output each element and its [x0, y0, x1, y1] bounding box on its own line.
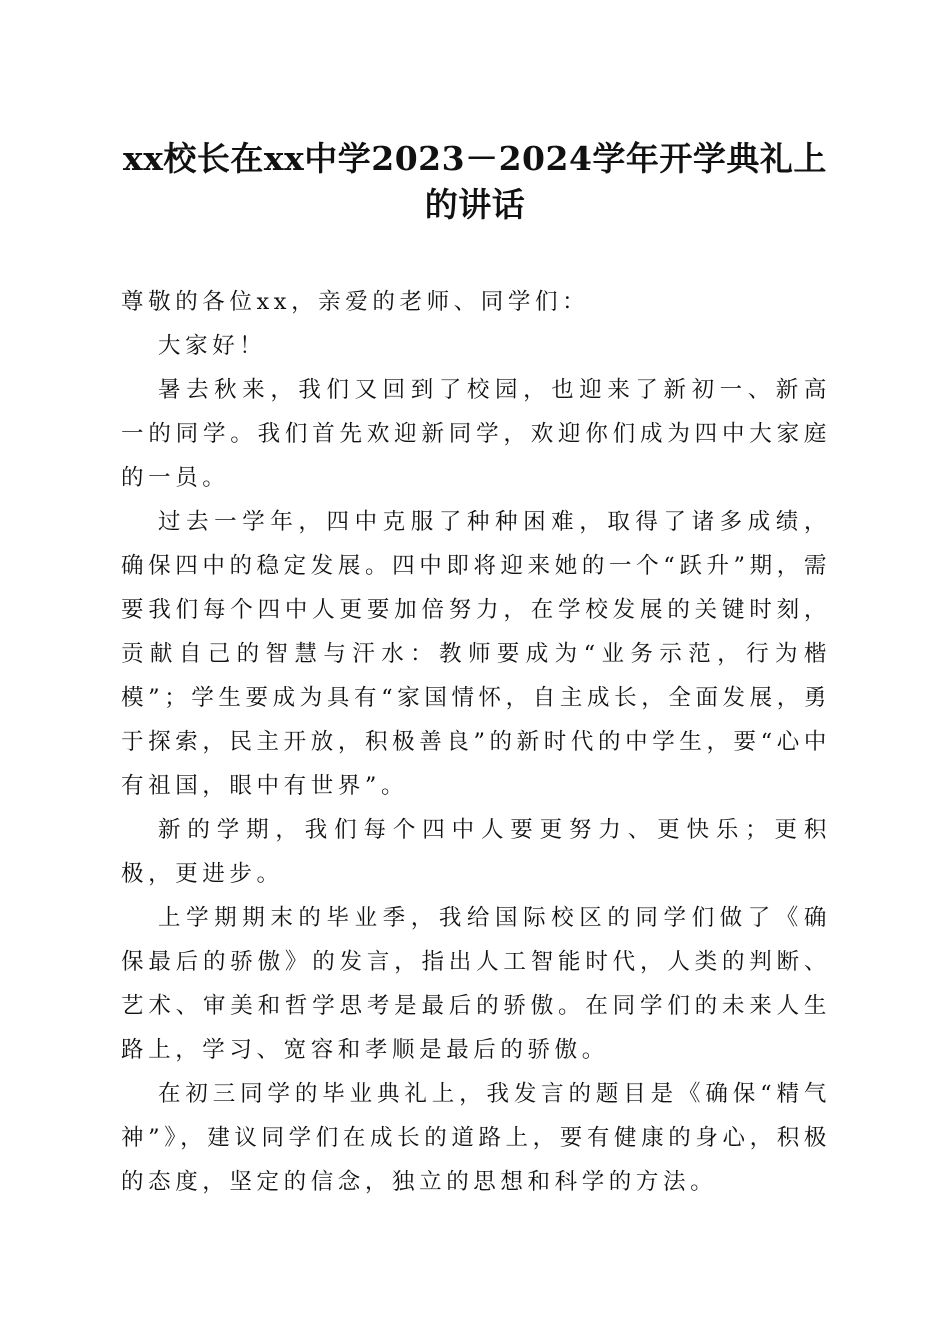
paragraph-grade-nine-ceremony: 在初三同学的毕业典礼上，我发言的题目是《确保“精气神”》，建议同学们在成长的道路上，要有健康的身心，积极的态度，坚定的信念，独立的思想和科学的方法。 — [121, 1081, 831, 1195]
salutation: 尊敬的各位xx，亲爱的老师、同学们： — [121, 289, 590, 315]
title-line-2: 的讲话 — [424, 185, 526, 224]
paragraph-past-year: 过去一学年，四中克服了种种困难，取得了诸多成绩，确保四中的稳定发展。四中即将迎来她的一个“跃升”期，需要我们每个四中人更要加倍努力，在学校发展的关键时刻，贡献自己的智慧与汗水：教师要成为“业务示范，行为楷模”；学生要成为具有“家国情怀，自主成长，全面发展，勇于探索，民主开放，积极善良”的新时代的中学生，要“心中有祖国，眼中有世界”。 — [121, 509, 831, 799]
paragraph-graduation-speech: 上学期期末的毕业季，我给国际校区的同学们做了《确保最后的骄傲》的发言，指出人工智能时代，人类的判断、艺术、审美和哲学思考是最后的骄傲。在同学们的未来人生路上，学习、宽容和孝顺是最后的骄傲。 — [121, 905, 831, 1063]
paragraph-welcome: 暑去秋来，我们又回到了校园，也迎来了新初一、新高一的同学。我们首先欢迎新同学，欢迎你们成为四中大家庭的一员。 — [121, 377, 831, 491]
title-line-1: xx校长在xx中学2023－2024学年开学典礼上 — [123, 139, 827, 178]
document-title — [100, 136, 850, 228]
paragraph-greeting: 大家好！ — [158, 333, 267, 359]
paragraph-new-semester: 新的学期，我们每个四中人要更努力、更快乐；更积极，更进步。 — [121, 817, 831, 887]
document-body — [121, 280, 831, 1204]
